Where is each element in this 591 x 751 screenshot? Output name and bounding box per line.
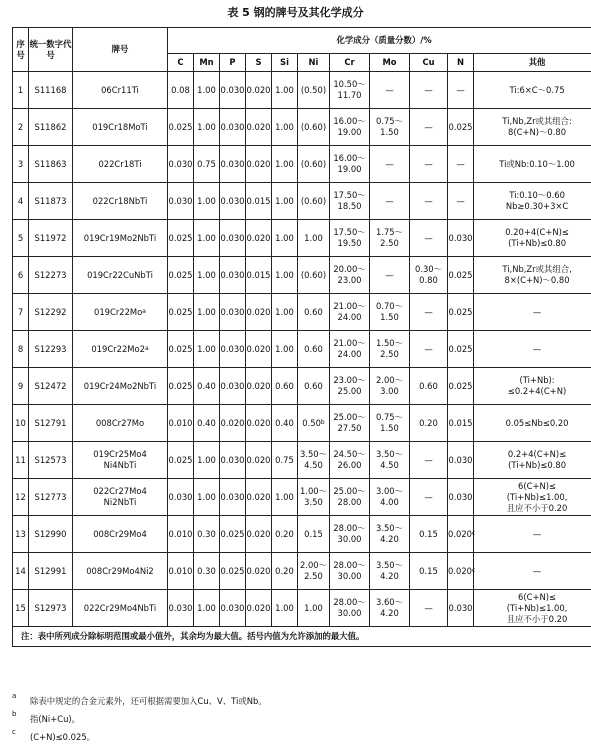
cell-other: 0.05≤Nb≤0.20	[474, 405, 591, 442]
cell-ni: 0.50$^b$	[298, 405, 330, 442]
cell-mn: 1.00	[194, 331, 220, 368]
cell-seq: 8	[13, 331, 29, 368]
cell-cu: —	[410, 109, 448, 146]
header-element: Ni	[298, 54, 330, 72]
cell-grade: 019Cr19Mo2NbTi	[73, 220, 168, 257]
table-row	[13, 553, 591, 590]
cell-n: 0.020$^c$	[448, 553, 474, 590]
table-row	[13, 109, 591, 146]
header-element: 其他	[474, 54, 591, 72]
table-row	[13, 294, 591, 331]
cell-grade: 008Cr29Mo4Ni2	[73, 553, 168, 590]
footnote-marker: c	[471, 567, 476, 574]
cell-s: 0.020	[246, 368, 272, 405]
cell-grade: 019Cr22Mo2$^a$	[73, 331, 168, 368]
cell-mn: 1.00	[194, 109, 220, 146]
header-element: S	[246, 54, 272, 72]
cell-mn: 0.40	[194, 405, 220, 442]
cell-mo: —	[370, 146, 410, 183]
cell-si: 1.00	[272, 146, 298, 183]
cell-grade: 019Cr25Mo4 Ni4NbTi	[73, 442, 168, 479]
cell-ni: (0.60)	[298, 146, 330, 183]
cell-s: 0.020	[246, 479, 272, 516]
cell-mo: 1.50～ 2.50	[370, 331, 410, 368]
table-row	[13, 183, 591, 220]
cell-cu: —	[410, 479, 448, 516]
cell-mo: 3.60～ 4.20	[370, 590, 410, 627]
cell-code: S12273	[29, 257, 73, 294]
cell-cr: 17.50～ 18.50	[330, 183, 370, 220]
cell-n: 0.030	[448, 220, 474, 257]
cell-c: 0.030	[168, 590, 194, 627]
table-row	[13, 368, 591, 405]
cell-p: 0.025	[220, 516, 246, 553]
cell-s: 0.020	[246, 516, 272, 553]
table-row	[13, 442, 591, 479]
cell-p: 0.030	[220, 294, 246, 331]
cell-si: 0.75	[272, 442, 298, 479]
cell-mo: 3.00～ 4.00	[370, 479, 410, 516]
cell-mo: 3.50～ 4.20	[370, 516, 410, 553]
cell-s: 0.020	[246, 294, 272, 331]
cell-n: 0.025	[448, 294, 474, 331]
cell-ni: (0.60)	[298, 183, 330, 220]
cell-mn: 0.30	[194, 516, 220, 553]
cell-n: 0.030	[448, 442, 474, 479]
cell-cu: 0.15	[410, 553, 448, 590]
cell-mn: 1.00	[194, 479, 220, 516]
header-element: Mn	[194, 54, 220, 72]
cell-mn: 1.00	[194, 72, 220, 109]
cell-code: S12973	[29, 590, 73, 627]
cell-c: 0.010	[168, 405, 194, 442]
cell-cr: 28.00～ 30.00	[330, 516, 370, 553]
cell-mn: 1.00	[194, 220, 220, 257]
cell-other: —	[474, 294, 591, 331]
cell-si: 1.00	[272, 331, 298, 368]
cell-p: 0.030	[220, 72, 246, 109]
cell-ni: 1.00～ 3.50	[298, 479, 330, 516]
cell-c: 0.010	[168, 553, 194, 590]
cell-ni: 0.15	[298, 516, 330, 553]
footnote-marker: a	[144, 345, 149, 352]
cell-code: S12773	[29, 479, 73, 516]
cell-seq: 11	[13, 442, 29, 479]
cell-grade: 022Cr27Mo4 Ni2NbTi	[73, 479, 168, 516]
header-element: P	[220, 54, 246, 72]
cell-c: 0.025	[168, 368, 194, 405]
cell-mn: 1.00	[194, 442, 220, 479]
cell-p: 0.020	[220, 405, 246, 442]
cell-seq: 15	[13, 590, 29, 627]
cell-ni: 1.00	[298, 220, 330, 257]
cell-other: Ti:0.10～0.60 Nb≥0.30+3×C	[474, 183, 591, 220]
cell-mo: 0.75～ 1.50	[370, 109, 410, 146]
cell-seq: 9	[13, 368, 29, 405]
cell-seq: 10	[13, 405, 29, 442]
cell-seq: 14	[13, 553, 29, 590]
cell-c: 0.025	[168, 331, 194, 368]
cell-cu: 0.60	[410, 368, 448, 405]
footnote-marker: a	[142, 308, 146, 315]
cell-n: 0.025	[448, 109, 474, 146]
cell-n: 0.025	[448, 331, 474, 368]
cell-grade: 022Cr18NbTi	[73, 183, 168, 220]
cell-p: 0.030	[220, 109, 246, 146]
cell-other: 0.20+4(C+N)≤ (Ti+Nb)≤0.80	[474, 220, 591, 257]
cell-grade: 019Cr18MoTi	[73, 109, 168, 146]
cell-n: 0.025	[448, 368, 474, 405]
header-grade: 牌号	[73, 28, 168, 72]
cell-n: 0.020$^c$	[448, 516, 474, 553]
footnote: a 除表中规定的合金元素外，还可根据需要加入Cu、V、Ti或Nb。	[12, 692, 267, 706]
cell-other: Ti或Nb:0.10～1.00	[474, 146, 591, 183]
table-row	[13, 220, 591, 257]
cell-code: S11862	[29, 109, 73, 146]
header-composition: 化学成分（质量分数）/%	[168, 28, 591, 54]
table-row	[13, 331, 591, 368]
cell-si: 1.00	[272, 479, 298, 516]
cell-grade: 019Cr24Mo2NbTi	[73, 368, 168, 405]
cell-other: —	[474, 331, 591, 368]
cell-code: S11168	[29, 72, 73, 109]
cell-other: —	[474, 553, 591, 590]
cell-p: 0.030	[220, 368, 246, 405]
header-element: Mo	[370, 54, 410, 72]
cell-other: —	[474, 516, 591, 553]
table-row	[13, 479, 591, 516]
cell-s: 0.020	[246, 590, 272, 627]
cell-s: 0.020	[246, 109, 272, 146]
composition-table	[12, 27, 591, 647]
cell-p: 0.030	[220, 331, 246, 368]
cell-si: 0.40	[272, 405, 298, 442]
cell-si: 1.00	[272, 109, 298, 146]
cell-n: —	[448, 183, 474, 220]
cell-s: 0.015	[246, 257, 272, 294]
cell-cu: —	[410, 442, 448, 479]
cell-code: S12791	[29, 405, 73, 442]
header-element: C	[168, 54, 194, 72]
cell-grade: 008Cr27Mo	[73, 405, 168, 442]
cell-code: S12293	[29, 331, 73, 368]
cell-mn: 1.00	[194, 183, 220, 220]
footnote: c (C+N)≤0.025。	[12, 728, 96, 742]
table-row	[13, 405, 591, 442]
cell-cr: 16.00～ 19.00	[330, 146, 370, 183]
cell-cu: —	[410, 220, 448, 257]
cell-seq: 5	[13, 220, 29, 257]
cell-code: S12292	[29, 294, 73, 331]
cell-code: S11863	[29, 146, 73, 183]
cell-c: 0.08	[168, 72, 194, 109]
cell-cr: 25.00～ 27.50	[330, 405, 370, 442]
cell-c: 0.030	[168, 146, 194, 183]
table-row	[13, 257, 591, 294]
cell-si: 1.00	[272, 294, 298, 331]
cell-s: 0.020	[246, 553, 272, 590]
cell-seq: 1	[13, 72, 29, 109]
footnote-marker: b	[320, 419, 325, 426]
footnote: b 指(Ni+Cu)。	[12, 710, 81, 724]
cell-code: S12472	[29, 368, 73, 405]
cell-cu: 0.15	[410, 516, 448, 553]
cell-cu: 0.20	[410, 405, 448, 442]
cell-si: 1.00	[272, 72, 298, 109]
cell-c: 0.030	[168, 479, 194, 516]
cell-ni: (0.60)	[298, 109, 330, 146]
cell-p: 0.030	[220, 590, 246, 627]
cell-mo: 3.50～ 4.20	[370, 553, 410, 590]
cell-cr: 17.50～ 19.50	[330, 220, 370, 257]
header-seq: 序号	[13, 28, 29, 72]
cell-mo: —	[370, 183, 410, 220]
cell-n: —	[448, 72, 474, 109]
cell-mn: 0.75	[194, 146, 220, 183]
cell-code: S11873	[29, 183, 73, 220]
cell-cr: 23.00～ 25.00	[330, 368, 370, 405]
table-row	[13, 146, 591, 183]
cell-si: 1.00	[272, 220, 298, 257]
cell-seq: 13	[13, 516, 29, 553]
cell-ni: (0.50)	[298, 72, 330, 109]
table-row	[13, 590, 591, 627]
cell-other: Ti,Nb,Zr或其组合: 8(C+N)～0.80	[474, 109, 591, 146]
table-row	[13, 516, 591, 553]
cell-cu: —	[410, 590, 448, 627]
cell-cu: —	[410, 331, 448, 368]
cell-seq: 4	[13, 183, 29, 220]
cell-grade: 022Cr29Mo4NbTi	[73, 590, 168, 627]
cell-p: 0.030	[220, 183, 246, 220]
cell-other: 6(C+N)≤ (Ti+Nb)≤1.00, 且应不小于0.20	[474, 590, 591, 627]
cell-seq: 7	[13, 294, 29, 331]
cell-n: 0.030	[448, 479, 474, 516]
header-element: Cr	[330, 54, 370, 72]
cell-si: 0.60	[272, 368, 298, 405]
cell-ni: 3.50～ 4.50	[298, 442, 330, 479]
cell-si: 1.00	[272, 590, 298, 627]
cell-mo: —	[370, 257, 410, 294]
cell-c: 0.030	[168, 183, 194, 220]
cell-cu: —	[410, 146, 448, 183]
cell-p: 0.030	[220, 479, 246, 516]
cell-si: 0.20	[272, 516, 298, 553]
table-note: 注：表中所列成分除标明范围或最小值外，其余均为最大值。括号内值为允许添加的最大值。	[13, 627, 591, 647]
cell-cr: 16.00～ 19.00	[330, 109, 370, 146]
cell-c: 0.025	[168, 109, 194, 146]
cell-cr: 21.00～ 24.00	[330, 331, 370, 368]
cell-cr: 24.50～ 26.00	[330, 442, 370, 479]
cell-other: 0.2+4(C+N)≤ (Ti+Nb)≤0.80	[474, 442, 591, 479]
cell-grade: 008Cr29Mo4	[73, 516, 168, 553]
cell-s: 0.020	[246, 442, 272, 479]
cell-grade: 022Cr18Ti	[73, 146, 168, 183]
cell-mn: 1.00	[194, 590, 220, 627]
header-element: Cu	[410, 54, 448, 72]
cell-cu: —	[410, 183, 448, 220]
cell-si: 0.20	[272, 553, 298, 590]
table-title: 表 5 钢的牌号及其化学成分	[227, 6, 364, 19]
cell-seq: 2	[13, 109, 29, 146]
cell-si: 1.00	[272, 257, 298, 294]
cell-ni: 1.00	[298, 590, 330, 627]
cell-cr: 28.00～ 30.00	[330, 590, 370, 627]
cell-cr: 10.50～ 11.70	[330, 72, 370, 109]
header-element: N	[448, 54, 474, 72]
header-element: Si	[272, 54, 298, 72]
cell-other: 6(C+N)≤ (Ti+Nb)≤1.00, 且应不小于0.20	[474, 479, 591, 516]
cell-seq: 3	[13, 146, 29, 183]
cell-c: 0.025	[168, 442, 194, 479]
cell-c: 0.025	[168, 257, 194, 294]
cell-ni: (0.60)	[298, 257, 330, 294]
cell-cu: —	[410, 72, 448, 109]
cell-cu: 0.30～ 0.80	[410, 257, 448, 294]
cell-cr: 25.00～ 28.00	[330, 479, 370, 516]
cell-s: 0.020	[246, 331, 272, 368]
cell-mo: 3.50～ 4.50	[370, 442, 410, 479]
cell-n: 0.025	[448, 257, 474, 294]
cell-mo: 0.75～ 1.50	[370, 405, 410, 442]
cell-mn: 0.40	[194, 368, 220, 405]
cell-p: 0.030	[220, 257, 246, 294]
cell-ni: 0.60	[298, 294, 330, 331]
cell-s: 0.020	[246, 146, 272, 183]
cell-mn: 1.00	[194, 257, 220, 294]
cell-p: 0.030	[220, 220, 246, 257]
cell-cr: 20.00～ 23.00	[330, 257, 370, 294]
cell-ni: 0.60	[298, 331, 330, 368]
cell-other: (Ti+Nb): ≤0.2+4(C+N)	[474, 368, 591, 405]
cell-si: 1.00	[272, 183, 298, 220]
cell-other: Ti:6×C～0.75	[474, 72, 591, 109]
cell-grade: 019Cr22Mo$^a$	[73, 294, 168, 331]
cell-c: 0.025	[168, 220, 194, 257]
cell-code: S12991	[29, 553, 73, 590]
cell-mo: —	[370, 72, 410, 109]
cell-s: 0.020	[246, 220, 272, 257]
cell-code: S11972	[29, 220, 73, 257]
cell-s: 0.020	[246, 405, 272, 442]
footnote-marker: c	[471, 530, 476, 537]
cell-s: 0.020	[246, 72, 272, 109]
cell-cr: 21.00～ 24.00	[330, 294, 370, 331]
cell-c: 0.025	[168, 294, 194, 331]
cell-ni: 0.60	[298, 368, 330, 405]
cell-p: 0.025	[220, 553, 246, 590]
cell-mo: 1.75～ 2.50	[370, 220, 410, 257]
cell-seq: 12	[13, 479, 29, 516]
cell-code: S12990	[29, 516, 73, 553]
cell-grade: 019Cr22CuNbTi	[73, 257, 168, 294]
cell-n: 0.015	[448, 405, 474, 442]
cell-p: 0.030	[220, 442, 246, 479]
cell-c: 0.010	[168, 516, 194, 553]
cell-cu: —	[410, 294, 448, 331]
cell-mn: 1.00	[194, 294, 220, 331]
cell-ni: 2.00～ 2.50	[298, 553, 330, 590]
header-code: 统一数字代号	[29, 28, 73, 72]
cell-grade: 06Cr11Ti	[73, 72, 168, 109]
cell-n: 0.030	[448, 590, 474, 627]
cell-mo: 2.00～ 3.00	[370, 368, 410, 405]
cell-seq: 6	[13, 257, 29, 294]
cell-s: 0.015	[246, 183, 272, 220]
cell-code: S12573	[29, 442, 73, 479]
table-row	[13, 72, 591, 109]
cell-mn: 0.30	[194, 553, 220, 590]
cell-cr: 28.00～ 30.00	[330, 553, 370, 590]
cell-n: —	[448, 146, 474, 183]
cell-other: Ti,Nb,Zr或其组合, 8×(C+N)～0.80	[474, 257, 591, 294]
cell-p: 0.030	[220, 146, 246, 183]
cell-mo: 0.70～ 1.50	[370, 294, 410, 331]
